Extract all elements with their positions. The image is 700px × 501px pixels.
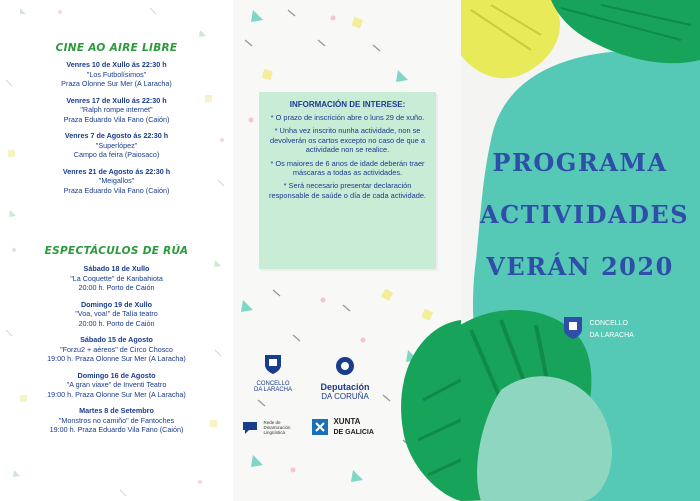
event-title: "Monstros no camiño" de Fantoches (58, 415, 175, 425)
rua-event (0, 406, 233, 435)
xunta-icon (311, 418, 329, 436)
logo-line: CONCELLO (256, 381, 290, 387)
event-place: 20:00 h. Porto de Caión (78, 283, 155, 292)
shield-icon (261, 352, 285, 376)
logo-line: Deputación (320, 382, 370, 392)
info-item: * O prazo de inscrición abre o luns 29 de xuño. (270, 113, 425, 122)
event-place: 19:00 h. Praza Olonne Sur Mer (A Laracha) (47, 354, 186, 363)
event-place: Praza Eduardo Vila Fano (Caión) (63, 114, 170, 124)
rede-logo (241, 418, 301, 436)
logo-line: DA LARACHA (589, 332, 634, 339)
event-date: Martes 8 de Setembro (79, 406, 154, 415)
left-panel (0, 0, 233, 501)
heading-line-1: PROGRAMA (492, 148, 668, 177)
rua-event (0, 264, 233, 293)
event-date: Venres 21 de Agosto ás 22:30 h (62, 166, 171, 176)
rua-event-list (0, 264, 233, 442)
event-title: "La Coquette" de Kanbahiota (70, 273, 163, 283)
event-title: "Voa, voa!" de Talía teatro (75, 309, 158, 318)
speech-icon (241, 418, 259, 436)
heading-line-3: VERÁN 2020 (486, 252, 674, 281)
rua-event (0, 371, 233, 400)
info-item: * Os maiores de 6 anos de idade deberán traer máscaras a todas as actividades. (270, 158, 425, 178)
rua-event (0, 335, 233, 364)
cine-section-title: CINE AO AIRE LIBRE (55, 42, 178, 54)
rua-section-title: ESPECTÁCULOS DE RÚA (44, 245, 189, 257)
logo-line: Lingüística (263, 429, 285, 435)
event-date: Sábado 15 de Agosto (80, 335, 153, 344)
event-date: Venres 10 de Xullo ás 22:30 h (66, 60, 167, 69)
crest-icon (334, 355, 356, 377)
logo-line: DA CORUÑA (321, 392, 369, 401)
cine-event-list (0, 60, 233, 202)
event-title: "Meigallos" (98, 176, 135, 185)
event-place: 20:00 h. Porto de Caión (78, 318, 155, 328)
cine-event (0, 131, 233, 160)
event-title: "A gran viaxe" de Inventi Teatro (66, 380, 167, 389)
concello-logo-small (253, 352, 293, 393)
event-title: "Ralph rompe internet" (80, 105, 153, 114)
logo-line: CONCELLO (589, 320, 628, 327)
info-title: INFORMACIÓN DE INTERESE: (289, 100, 406, 109)
logo-line: Rede de (263, 419, 281, 425)
event-date: Domingo 16 de Agosto (77, 370, 156, 380)
concello-logo (561, 315, 671, 341)
event-date: Sábado 18 de Xullo (83, 264, 150, 273)
event-date: Venres 7 de Agosto ás 22:30 h (64, 131, 169, 140)
event-title: "Forzu2 + aéreos" de Circo Chosco (60, 344, 173, 354)
logo-line: Dinamización (263, 424, 291, 430)
event-place: 19:00 h. Praza Eduardo Vila Fano (Caión) (49, 425, 184, 434)
deputacion-logo (305, 355, 385, 401)
shield-icon (561, 315, 585, 341)
event-date: Venres 17 de Xullo ás 22:30 h (66, 95, 167, 105)
event-place: Praza Olonne Sur Mer (A Laracha) (61, 79, 172, 88)
leaf-decoration (461, 0, 700, 501)
logo-line: DE GALICIA (333, 429, 374, 436)
event-place: Praza Eduardo Vila Fano (Caión) (63, 185, 170, 195)
event-place: Campo da feira (Paiosaco) (73, 150, 160, 159)
rua-event (0, 300, 233, 329)
cine-event (0, 60, 233, 89)
info-item: * Será necesario presentar declaración responsable de saúde o día de cada actividade. (269, 181, 426, 200)
right-panel (461, 0, 700, 501)
info-box (259, 92, 436, 269)
logo-line: XUNTA (333, 417, 361, 426)
event-title: "Superlópez" (95, 140, 138, 150)
heading-line-2: ACTIVIDADES (480, 200, 690, 229)
cine-event (0, 96, 233, 125)
event-place: 19:00 h. Praza Olonne Sur Mer (A Laracha) (47, 389, 186, 399)
xunta-logo (311, 416, 391, 437)
monstera-leaf-left (383, 300, 461, 501)
cine-event (0, 167, 233, 196)
info-item: * Unha vez inscrito nunha actividade, non se devolverán os cartos excepto no caso de que a actividade non se realice. (270, 126, 425, 155)
logo-line: DA LARACHA (253, 387, 292, 393)
event-title: "Los Futbolísimos" (86, 69, 147, 79)
event-date: Domingo 19 de Xullo (80, 299, 153, 309)
